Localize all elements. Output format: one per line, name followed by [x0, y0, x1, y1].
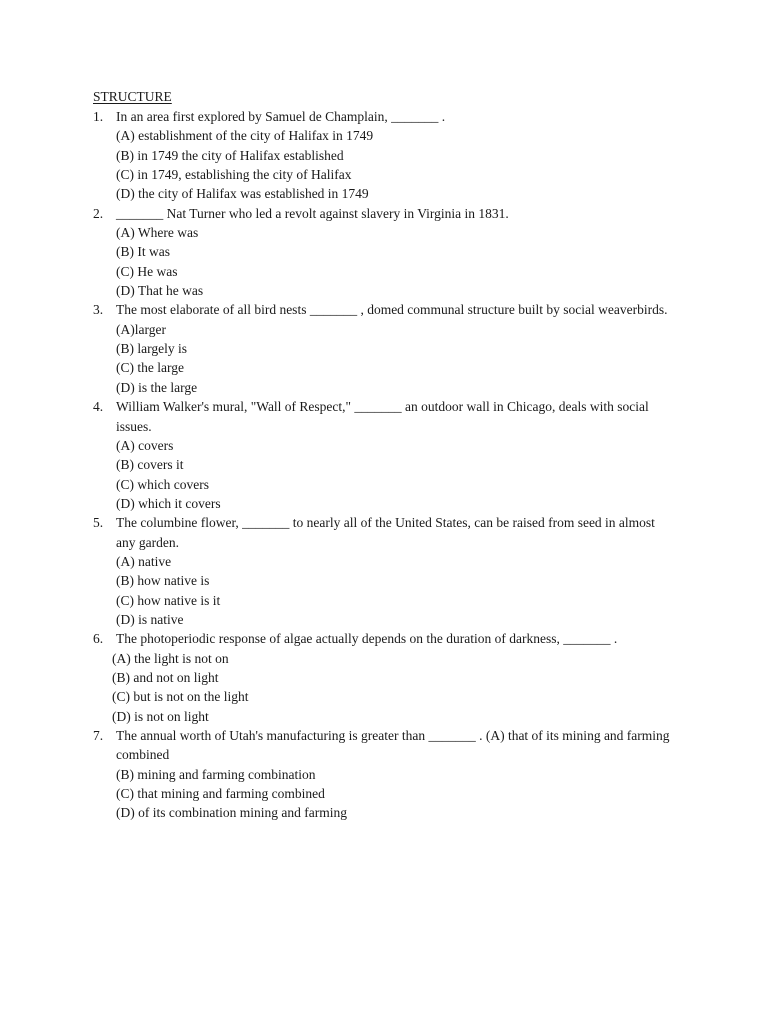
answer-option: (C) but is not on the light — [112, 689, 249, 705]
question-item — [93, 513, 673, 629]
answer-option: (D) is not on light — [112, 708, 209, 724]
question-item — [93, 629, 673, 726]
question-number: 1. — [93, 109, 104, 124]
question-text: The photoperiodic response of algae actually depends on the duration of darkness, _______ . — [116, 631, 618, 647]
question-number: 4. — [93, 399, 104, 415]
question-number: 3. — [93, 302, 104, 318]
answer-option: (C) which covers — [116, 476, 209, 492]
question-number: 6. — [93, 631, 104, 647]
answer-option: (D) of its combination mining and farming — [116, 805, 347, 821]
question-item — [93, 300, 673, 397]
question-text: _______ Nat Turner who led a revolt against slavery in Virginia in 1831. — [116, 205, 509, 221]
question-number: 5. — [93, 515, 104, 531]
answer-option: (B) how native is — [116, 573, 210, 589]
question-list — [93, 107, 673, 823]
question-item — [93, 107, 673, 204]
question-item — [93, 397, 673, 513]
answer-option: (B) mining and farming combination — [116, 766, 316, 782]
question-text: The most elaborate of all bird nests _______ , domed communal structure built by social weaverbirds. — [116, 302, 668, 318]
question-text: The columbine flower, _______ to nearly all of the United States, can be raised from seed in almost any garden. — [116, 515, 655, 550]
question-number: 2. — [93, 205, 104, 221]
answer-option: (B) It was — [116, 244, 170, 260]
question-text: The annual worth of Utah's manufacturing is greater than _______ . (A) that of its mining and farming combined — [116, 728, 670, 763]
question-number: 7. — [93, 728, 104, 743]
answer-option: (A) Where was — [116, 225, 199, 241]
question-item — [93, 726, 673, 823]
answer-option: (A) covers — [116, 437, 174, 453]
answer-option: (B) largely is — [116, 341, 187, 357]
answer-option: (A) native — [116, 553, 172, 569]
answer-option: (B) and not on light — [112, 669, 219, 685]
answer-option: (C) that mining and farming combined — [116, 786, 325, 802]
question-text: In an area first explored by Samuel de Champlain, _______ . — [116, 109, 446, 124]
answer-option: (D) which it covers — [116, 495, 221, 511]
answer-option: (D) the city of Halifax was established in 1749 — [116, 186, 369, 202]
section-heading: STRUCTURE — [93, 89, 172, 104]
answer-option: (A) the light is not on — [112, 650, 229, 666]
answer-option: (C) He was — [116, 263, 178, 279]
answer-option: (B) covers it — [116, 457, 184, 473]
answer-option: (C) in 1749, establishing the city of Halifax — [116, 167, 352, 183]
answer-option: (A)larger — [116, 321, 166, 337]
answer-option: (D) is native — [116, 611, 184, 627]
answer-option: (D) That he was — [116, 283, 204, 299]
answer-option: (C) the large — [116, 360, 184, 376]
answer-option: (A) establishment of the city of Halifax in 1749 — [116, 128, 374, 144]
answer-option: (C) how native is it — [116, 592, 221, 608]
question-text: William Walker's mural, "Wall of Respect," _______ an outdoor wall in Chicago, deals with social issues. — [116, 399, 649, 434]
answer-option: (B) in 1749 the city of Halifax established — [116, 147, 344, 163]
answer-option: (D) is the large — [116, 379, 198, 395]
question-item — [93, 204, 673, 301]
